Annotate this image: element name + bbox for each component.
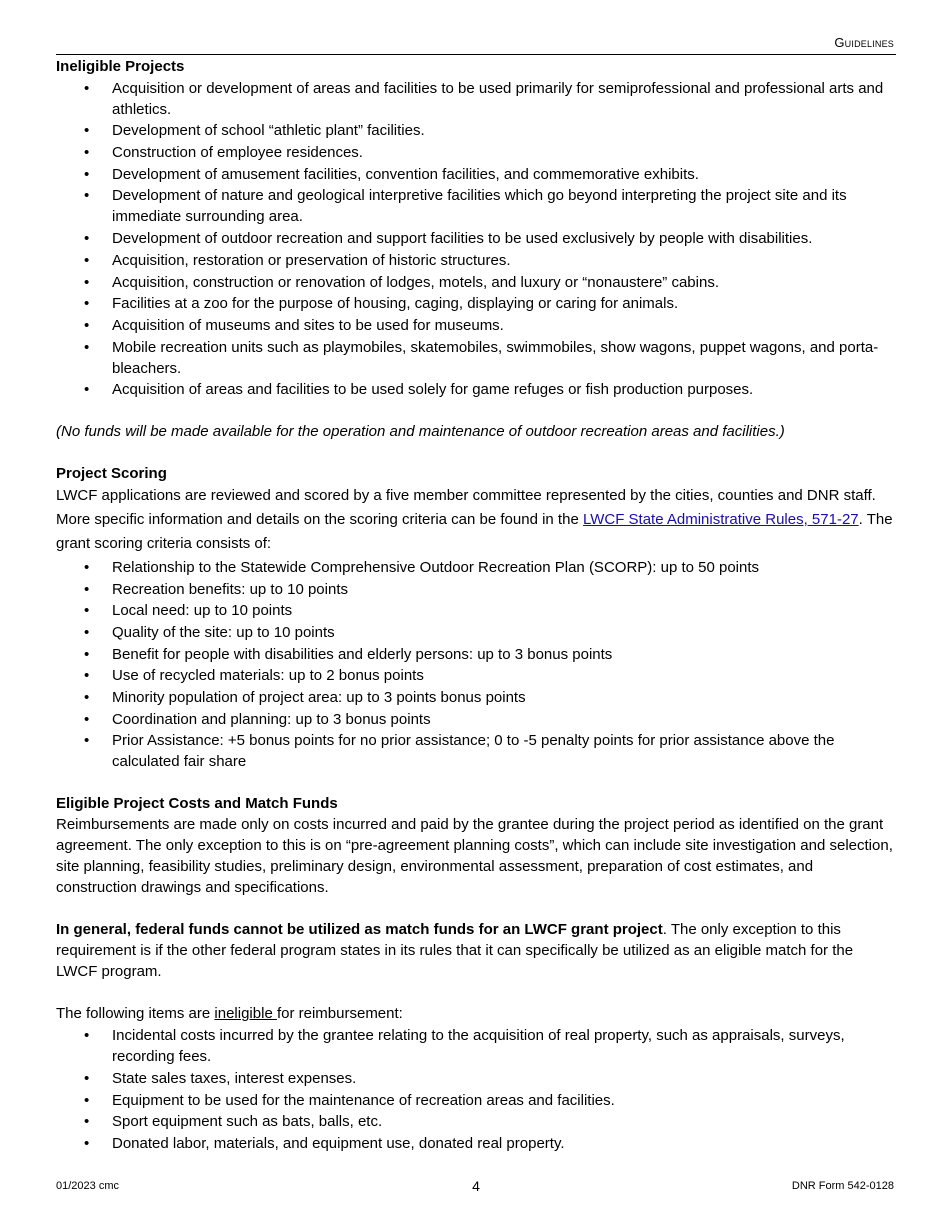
list-item: • Local need: up to 10 points <box>56 600 896 621</box>
list-item: • Acquisition, construction or renovation of lodges, motels, and luxury or “nonaustere” cabins. <box>56 272 896 293</box>
ineligible-items-intro <box>56 1003 896 1024</box>
match-funds-bold-statement: In general, federal funds cannot be utilized as match funds for an LWCF grant project <box>56 921 663 939</box>
page-number: 4 <box>472 1178 480 1194</box>
list-item: • Donated labor, materials, and equipment use, donated real property. <box>56 1133 896 1154</box>
page-header <box>56 34 896 55</box>
ineligible-projects-list <box>56 78 896 401</box>
list-item: • Equipment to be used for the maintenance of recreation areas and facilities. <box>56 1090 896 1111</box>
scoring-intro-text: LWCF applications are reviewed and scored by a five member committee represented by the cities, counties and DNR staff. More specific information and details on the scoring criteria can be found in the <box>56 487 876 529</box>
ineligible-reimbursement-list <box>56 1025 896 1154</box>
list-item: • Sport equipment such as bats, balls, etc. <box>56 1111 896 1132</box>
list-item: • Recreation benefits: up to 10 points <box>56 579 896 600</box>
list-item: • Acquisition or development of areas and facilities to be used primarily for semiprofessional and professional arts and athletics. <box>56 78 896 120</box>
scoring-intro-tail: . The grant scoring criteria consists of: <box>56 511 893 553</box>
list-item: • Development of amusement facilities, convention facilities, and commemorative exhibits. <box>56 164 896 185</box>
ineligible-projects-heading: Ineligible Projects <box>56 58 185 75</box>
ineligible-word: ineligible <box>214 1005 277 1023</box>
reimbursement-paragraph: Reimbursements are made only on costs incurred and paid by the grantee during the project period as identified on the grant agreement. The only exception to this is on “pre-agreement planning costs”, which can include site investigation and selection, site planning, feasibility studies, preliminary design, environmental assessment, preparation of cost estimates, and construction drawings and specifications. <box>56 816 893 897</box>
scoring-criteria-list <box>56 557 896 773</box>
list-item: • Benefit for people with disabilities and elderly persons: up to 3 bonus points <box>56 644 896 665</box>
list-item: • Minority population of project area: up to 3 points bonus points <box>56 687 896 708</box>
list-item: • Prior Assistance: +5 bonus points for no prior assistance; 0 to -5 penalty points for prior assistance above the calculated fair share <box>56 730 896 772</box>
lwcf-rules-link[interactable]: LWCF State Administrative Rules, 571-27 <box>582 511 859 529</box>
list-item: • Acquisition of areas and facilities to be used solely for game refuges or fish production purposes. <box>56 379 896 400</box>
ineligible-intro-tail: for reimbursement: <box>276 1005 403 1023</box>
ineligible-intro-text: The following items are <box>56 1005 215 1023</box>
project-scoring-intro <box>56 484 896 556</box>
list-item: • Acquisition of museums and sites to be used for museums. <box>56 315 896 336</box>
list-item: • Quality of the site: up to 10 points <box>56 622 896 643</box>
eligible-costs-heading: Eligible Project Costs and Match Funds <box>56 795 338 813</box>
page-footer <box>56 1180 896 1200</box>
list-item: • State sales taxes, interest expenses. <box>56 1068 896 1089</box>
match-funds-paragraph <box>56 919 896 982</box>
footer-date: 01/2023 cmc <box>56 1180 119 1192</box>
header-title: Guidelines <box>834 35 894 50</box>
list-item: • Development of outdoor recreation and support facilities to be used exclusively by people with disabilities. <box>56 228 896 249</box>
list-item: • Construction of employee residences. <box>56 142 896 163</box>
list-item: • Facilities at a zoo for the purpose of housing, caging, displaying or caring for animals. <box>56 293 896 314</box>
form-id: DNR Form 542-0128 <box>791 1180 894 1192</box>
match-funds-rest: . The only exception to this requirement is if the other federal program states in its rules that it can specifically be utilized as an eligible match for the LWCF program. <box>56 921 854 981</box>
list-item: • Development of nature and geological interpretive facilities which go beyond interpreting the project site and its immediate surrounding area. <box>56 185 896 227</box>
operation-maintenance-note: (No funds will be made available for the operation and maintenance of outdoor recreation areas and facilities.) <box>56 423 785 441</box>
list-item: • Development of school “athletic plant” facilities. <box>56 120 896 141</box>
list-item: • Incidental costs incurred by the grantee relating to the acquisition of real property, such as appraisals, surveys, recording fees. <box>56 1025 896 1067</box>
list-item: • Use of recycled materials: up to 2 bonus points <box>56 665 896 686</box>
list-item: • Relationship to the Statewide Comprehensive Outdoor Recreation Plan (SCORP): up to 50 points <box>56 557 896 578</box>
list-item: • Mobile recreation units such as playmobiles, skatemobiles, swimmobiles, show wagons, puppet wagons, and porta-bleachers. <box>56 337 896 379</box>
list-item: • Acquisition, restoration or preservation of historic structures. <box>56 250 896 271</box>
project-scoring-heading: Project Scoring <box>56 465 167 483</box>
page-content <box>56 56 896 1154</box>
list-item: • Coordination and planning: up to 3 bonus points <box>56 709 896 730</box>
